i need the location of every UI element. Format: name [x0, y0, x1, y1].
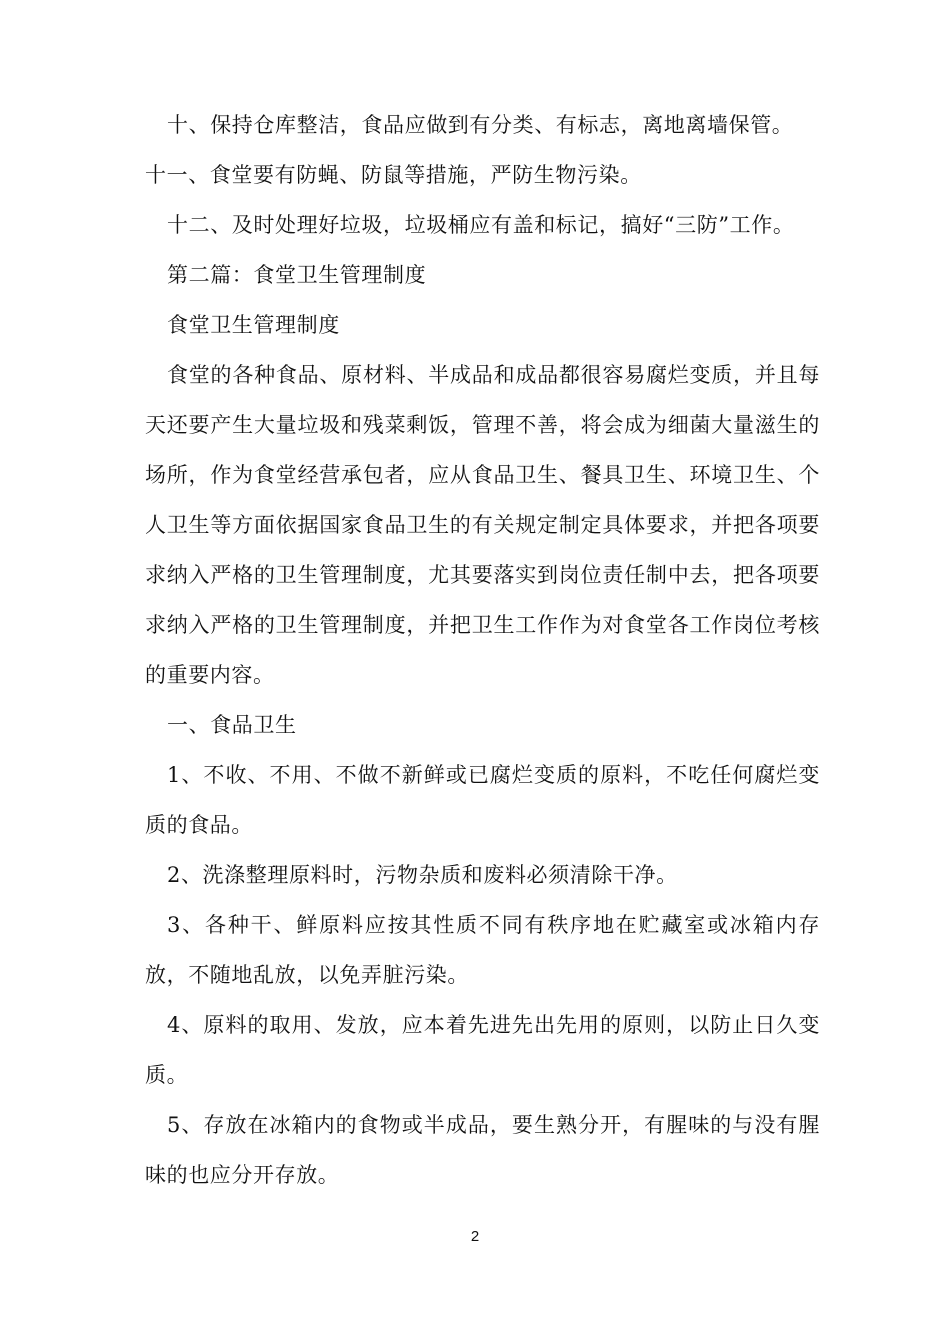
page-number: 2 — [470, 1228, 480, 1245]
paragraph-item-12: 十二、及时处理好垃圾，垃圾桶应有盖和标记，搞好“三防”工作。 — [167, 213, 795, 237]
rule-item-4: 4、原料的取用、发放，应本着先进先出先用的原则，以防止日久变质。 — [145, 1013, 820, 1087]
rule-item-1: 1、不收、不用、不做不新鲜或已腐烂变质的原料，不吃任何腐烂变质的食品。 — [145, 763, 820, 837]
intro-paragraph: 食堂的各种食品、原材料、半成品和成品都很容易腐烂变质，并且每天还要产生大量垃圾和残菜剩饭，管理不善，将会成为细菌大量滋生的场所，作为食堂经营承包者，应从食品卫生、餐具卫生、环境卫生、个人卫生等方面依据国家食品卫生的有关规定制定具体要求，并把各项要求纳入严格的卫生管理制度，尤其要落实到岗位责任制中去，把各项要求纳入严格的卫生管理制度，并把卫生工作作为对食堂各工作岗位考核的重要内容。 — [145, 363, 820, 687]
rule-item-3: 3、各种干、鲜原料应按其性质不同有秩序地在贮藏室或冰箱内存放，不随地乱放，以免弄脏污染。 — [145, 913, 820, 987]
document-body — [145, 100, 820, 1200]
rule-item-2: 2、洗涤整理原料时，污物杂质和废料必须清除干净。 — [167, 863, 678, 887]
paragraph-item-10: 十、保持仓库整洁，食品应做到有分类、有标志，离地离墙保管。 — [167, 113, 794, 137]
section-heading: 第二篇：食堂卫生管理制度 — [167, 263, 427, 287]
document-title: 食堂卫生管理制度 — [167, 313, 340, 337]
subsection-heading-food-hygiene: 一、食品卫生 — [167, 713, 297, 737]
paragraph-item-11: 十一、食堂要有防蝇、防鼠等措施，严防生物污染。 — [145, 163, 642, 187]
rule-item-5: 5、存放在冰箱内的食物或半成品，要生熟分开，有腥味的与没有腥味的也应分开存放。 — [145, 1113, 820, 1187]
